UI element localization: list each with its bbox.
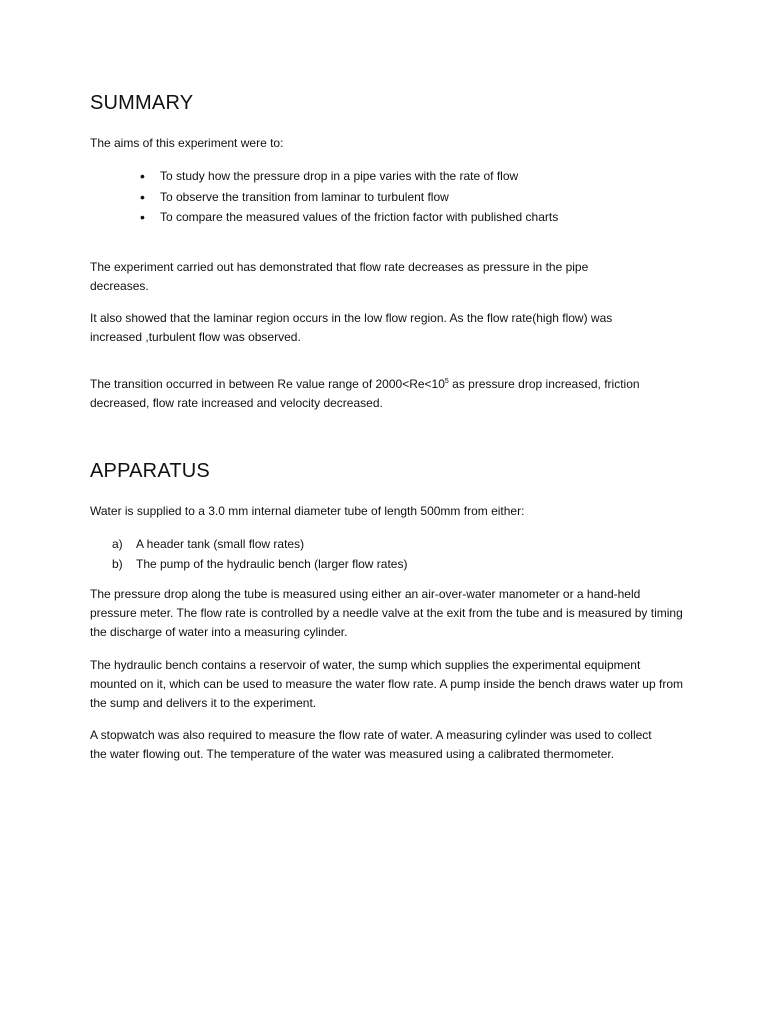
summary-paragraph-1: The experiment carried out has demonstrated that flow rate decreases as pressure in the pipe decreases. (90, 260, 589, 293)
source-item (112, 554, 407, 574)
summary-heading: SUMMARY (90, 92, 194, 114)
aims-list (140, 166, 558, 228)
apparatus-paragraph-2: The hydraulic bench contains a reservoir of water, the sump which supplies the experimental equipment mounted on it, which can be used to measure the water flow rate. A pump inside the bench draws water up from the sump and delivers it to the experiment. (90, 658, 683, 710)
aim-item: • To observe the transition from laminar to turbulent flow (140, 187, 558, 208)
summary-paragraph-3 (90, 375, 680, 413)
transition-text-end: as pressure drop increased, friction decreased, flow rate increased and velocity decreased. (90, 377, 640, 410)
exponent: 5 (444, 378, 449, 385)
aim-item: • To compare the measured values of the friction factor with published charts (140, 207, 558, 228)
apparatus-paragraph-1: The pressure drop along the tube is measured using either an air-over-water manometer or a hand-held pressure meter. The flow rate is controlled by a needle valve at the exit from the tube and is measured by timing the discharge of water into a measuring cylinder. (90, 587, 683, 639)
list-marker: a) (112, 537, 123, 551)
water-sources-list (112, 534, 407, 574)
source-text: A header tank (small flow rates) (136, 537, 305, 551)
list-marker: b) (112, 557, 123, 571)
source-text: The pump of the hydraulic bench (larger flow rates) (136, 557, 408, 571)
apparatus-paragraph-3: A stopwatch was also required to measure the flow rate of water. A measuring cylinder was used to collect the water flowing out. The temperature of the water was measured using a calibrated thermometer. (90, 728, 652, 761)
source-item (112, 534, 407, 554)
apparatus-heading: APPARATUS (90, 460, 210, 482)
summary-paragraph-2: It also showed that the laminar region occurs in the low flow region. As the flow rate(high flow) was increased ,turbulent flow was observed. (90, 311, 613, 344)
transition-text-start: The transition occurred in between Re value range of 2000<Re<10 (90, 377, 445, 391)
aim-item: • To study how the pressure drop in a pipe varies with the rate of flow (140, 166, 558, 187)
apparatus-intro: Water is supplied to a 3.0 mm internal diameter tube of length 500mm from either: (90, 504, 525, 518)
summary-intro: The aims of this experiment were to: (90, 136, 284, 150)
